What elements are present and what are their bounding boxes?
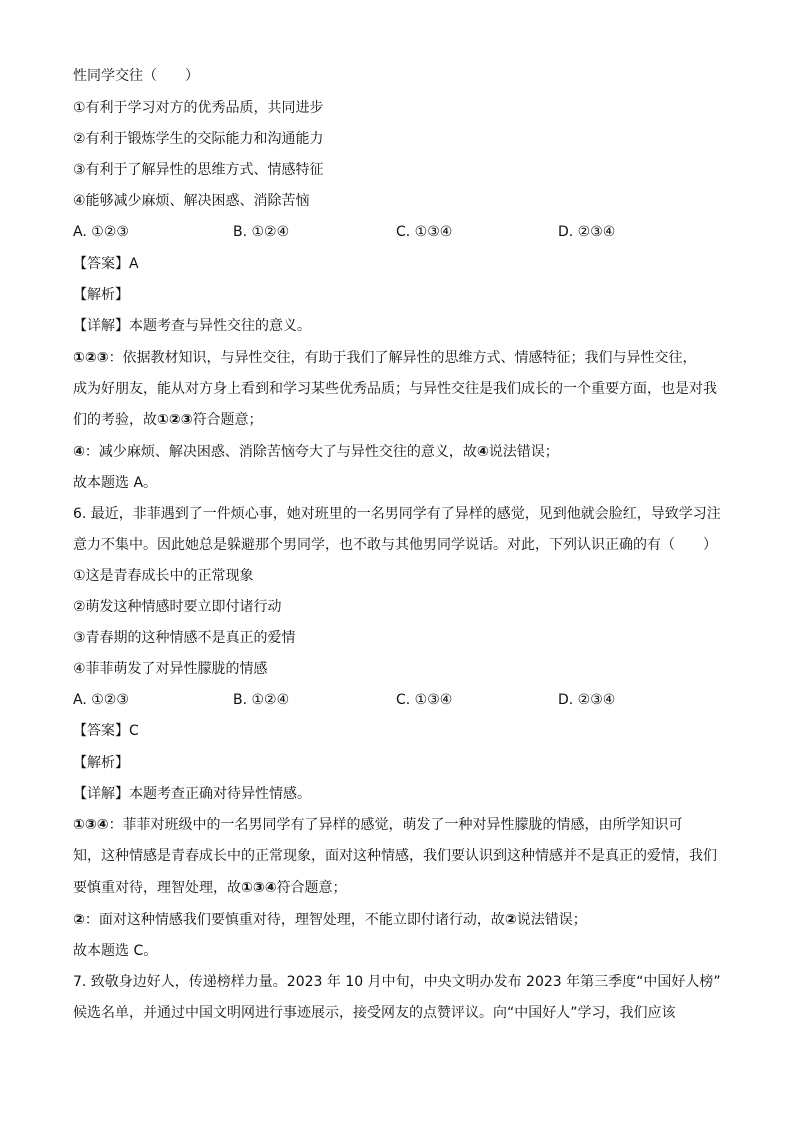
q5-explanation-1-line-3 <box>73 410 263 430</box>
q5-explanation-2 <box>73 442 559 462</box>
q6-explanation-2 <box>73 910 587 930</box>
q6-explanation-1-line-3 <box>73 878 347 898</box>
q6-detail-text: 本题考查正确对待异性情感。 <box>129 786 311 802</box>
q6-analysis-label: 【解析】 <box>73 755 129 771</box>
q5-exp2-lead: ④ <box>73 444 85 460</box>
q5-analysis-label: 【解析】 <box>73 287 129 303</box>
q6-option-2: ②萌发这种情感时要立即付诸行动 <box>73 599 282 615</box>
q5-answer <box>73 254 139 274</box>
q5-exp2-b: ④ <box>476 444 489 460</box>
q6-stem-line-2: 意力不集中。因此她总是躲避那个男同学，也不敢与其他男同学说话。对此，下列认识正确的有（ ） <box>73 537 717 553</box>
q5-exp1-line3-b: ①②③ <box>157 412 193 428</box>
q5-explanation-1-line-2: 成为好朋友，能从对方身上看到和学习某些优秀品质；与异性交往是我们成长的一个重要方面，也是对我 <box>73 381 717 397</box>
q6-explanation-1-line-2: 知，这种情感是青春成长中的正常现象，面对这种情感，我们要认识到这种情感并不是真正的爱情，我们 <box>73 848 717 864</box>
q6-choice-c: C. ①③④ <box>396 692 453 708</box>
q6-detail <box>73 784 311 804</box>
q5-explanation-1-line-1 <box>73 348 697 368</box>
q6-exp1-line1: ：菲菲对班级中的一名男同学有了异样的感觉，萌发了一种对异性朦胧的情感，由所学知识可 <box>108 817 683 833</box>
q5-exp1-line1: ：依据教材知识，与异性交往，有助于我们了解异性的思维方式、情感特征；我们与异性交往， <box>108 350 697 366</box>
q5-option-1: ①有利于学习对方的优秀品质，共同进步 <box>73 100 324 116</box>
q6-answer-label: 【答案】 <box>73 723 129 739</box>
q6-explanation-1-line-1 <box>73 815 683 835</box>
q6-answer-value: C <box>129 723 139 739</box>
q6-answer <box>73 721 139 741</box>
q6-stem-line-1: 6. 最近，非菲遇到了一件烦心事，她对班里的一名男同学有了异样的感觉，见到他就会脸红，导致学习注 <box>73 506 721 522</box>
q5-choices <box>73 222 723 242</box>
q6-exp2-a: ：面对这种情感我们要慎重对待，理智处理，不能立即付诸行动，故 <box>84 912 505 928</box>
q5-exp2-c: 说法错误； <box>488 444 559 460</box>
q5-exp1-line3-a: 们的考验，故 <box>73 412 157 428</box>
q5-exp1-line3-c: 符合题意； <box>192 412 263 428</box>
q5-exp1-lead: ①②③ <box>73 350 109 366</box>
q7-stem-line-2: 候选名单，并通过中国文明网进行事迹展示，接受网友的点赞评议。向“中国好人”学习，我们应该 <box>73 1005 676 1021</box>
q5-detail-text: 本题考查与异性交往的意义。 <box>129 318 311 334</box>
q5-conclusion: 故本题选 A。 <box>73 475 158 491</box>
q6-choice-b: B. ①②④ <box>233 692 290 708</box>
q5-detail <box>73 316 311 336</box>
q6-conclusion: 故本题选 C。 <box>73 943 158 959</box>
q6-option-1: ①这是青春成长中的正常现象 <box>73 568 254 584</box>
q5-choice-b: B. ①②④ <box>233 224 290 240</box>
q5-answer-value: A <box>129 256 139 272</box>
q6-exp1-line3-a: 要慎重对待，理智处理，故 <box>73 880 241 896</box>
q7-stem-line-1: 7. 致敬身边好人，传递榜样力量。2023 年 10 月中旬，中央文明办发布 2023 年第三季度“中国好人榜” <box>73 974 721 990</box>
q5-detail-label: 【详解】 <box>73 318 129 334</box>
q6-choices <box>73 690 723 710</box>
q6-exp1-line3-c: 符合题意； <box>276 880 347 896</box>
q5-choice-a: A. ①②③ <box>73 224 129 240</box>
q5-option-4: ④能够减少麻烦、解决困惑、消除苦恼 <box>73 193 310 209</box>
q5-exp2-a: ：减少麻烦、解决困惑、消除苦恼夸大了与异性交往的意义，故 <box>84 444 477 460</box>
q6-exp2-b: ② <box>504 912 517 928</box>
q5-choice-d: D. ②③④ <box>558 224 616 240</box>
q6-exp2-c: 说法错误； <box>516 912 587 928</box>
q6-choice-d: D. ②③④ <box>558 692 616 708</box>
q5-option-2: ②有利于锻炼学生的交际能力和沟通能力 <box>73 131 324 147</box>
q5-option-3: ③有利于了解异性的思维方式、情感特征 <box>73 162 324 178</box>
q5-choice-c: C. ①③④ <box>396 224 453 240</box>
q5-stem-tail: 性同学交往（ ） <box>73 68 199 84</box>
q6-option-3: ③青春期的这种情感不是真正的爱情 <box>73 630 296 646</box>
q6-exp2-lead: ② <box>73 912 85 928</box>
q5-answer-label: 【答案】 <box>73 256 129 272</box>
q6-exp1-lead: ①③④ <box>73 817 109 833</box>
q6-option-4: ④菲菲萌发了对异性朦胧的情感 <box>73 661 268 677</box>
q6-choice-a: A. ①②③ <box>73 692 129 708</box>
q6-exp1-line3-b: ①③④ <box>241 880 277 896</box>
q6-detail-label: 【详解】 <box>73 786 129 802</box>
